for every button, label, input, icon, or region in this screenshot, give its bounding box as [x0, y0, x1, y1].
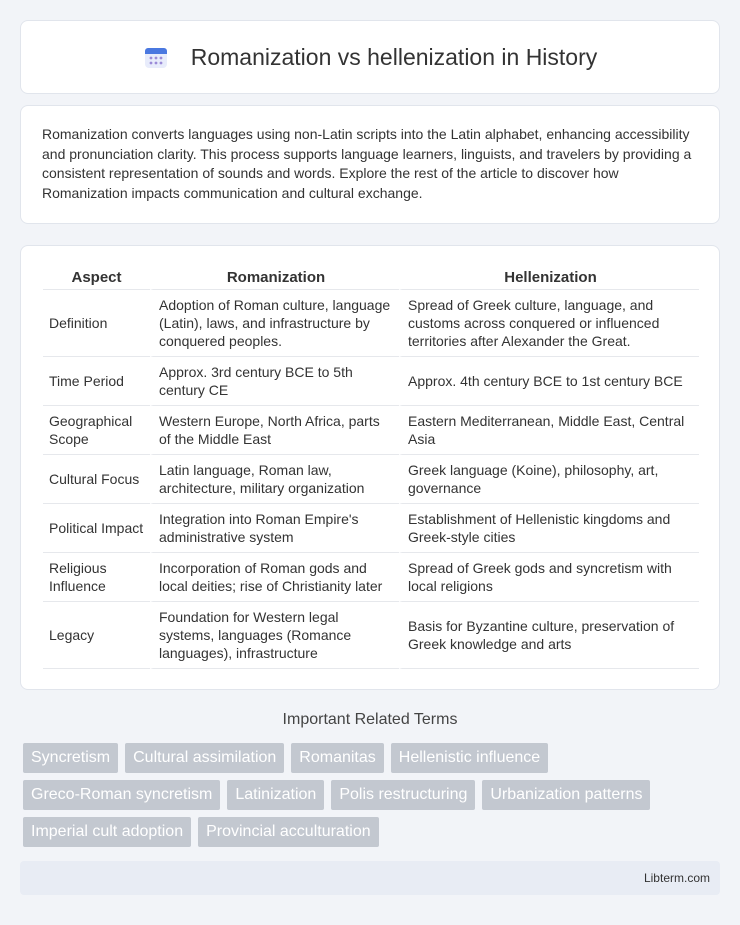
- row-romanization: Western Europe, North Africa, parts of the Middle East: [150, 406, 399, 455]
- table-row: [43, 357, 699, 406]
- table-row: [43, 290, 699, 357]
- comparison-table: [43, 264, 699, 669]
- row-aspect: Geographical Scope: [43, 406, 150, 455]
- row-romanization: Approx. 3rd century BCE to 5th century CE: [150, 357, 399, 406]
- header-hellenization: Hellenization: [399, 264, 699, 290]
- term-tag[interactable]: Polis restructuring: [331, 780, 475, 810]
- row-aspect: Political Impact: [43, 504, 150, 553]
- table-row: [43, 504, 699, 553]
- table-row: [43, 406, 699, 455]
- table-header-row: [43, 264, 699, 290]
- row-hellenization: Spread of Greek gods and syncretism with local religions: [399, 553, 699, 602]
- row-hellenization: Spread of Greek culture, language, and customs across conquered or influenced territories after Alexander the Great.: [399, 290, 699, 357]
- row-hellenization: Establishment of Hellenistic kingdoms and Greek-style cities: [399, 504, 699, 553]
- table-row: [43, 602, 699, 669]
- footer: [20, 861, 720, 895]
- calendar-icon: [143, 44, 169, 70]
- term-tag[interactable]: Syncretism: [23, 743, 118, 773]
- row-hellenization: Greek language (Koine), philosophy, art, governance: [399, 455, 699, 504]
- term-tag[interactable]: Greco-Roman syncretism: [23, 780, 220, 810]
- row-aspect: Cultural Focus: [43, 455, 150, 504]
- row-aspect: Legacy: [43, 602, 150, 669]
- term-tag[interactable]: Cultural assimilation: [125, 743, 284, 773]
- term-tag[interactable]: Imperial cult adoption: [23, 817, 191, 847]
- term-tag[interactable]: Provincial acculturation: [198, 817, 379, 847]
- row-hellenization: Basis for Byzantine culture, preservation of Greek knowledge and arts: [399, 602, 699, 669]
- row-aspect: Definition: [43, 290, 150, 357]
- table-row: [43, 553, 699, 602]
- term-tag[interactable]: Latinization: [227, 780, 324, 810]
- header-romanization: Romanization: [150, 264, 399, 290]
- title-card: [20, 20, 720, 94]
- row-romanization: Incorporation of Roman gods and local deities; rise of Christianity later: [150, 553, 399, 602]
- row-romanization: Adoption of Roman culture, language (Latin), laws, and infrastructure by conquered peoples.: [150, 290, 399, 357]
- term-tag[interactable]: Romanitas: [291, 743, 383, 773]
- intro-text: Romanization converts languages using non-Latin scripts into the Latin alphabet, enhancing accessibility and pronunciation clarity. This process supports language learners, linguists, and travelers by providing a consistent representation of sounds and words. Explore the rest of the article to discover how Romanization impacts communication and cultural exchange.: [42, 126, 692, 201]
- table-row: [43, 455, 699, 504]
- related-terms: [23, 743, 663, 854]
- row-hellenization: Eastern Mediterranean, Middle East, Central Asia: [399, 406, 699, 455]
- term-tag[interactable]: Hellenistic influence: [391, 743, 548, 773]
- term-tag[interactable]: Urbanization patterns: [482, 780, 650, 810]
- header-aspect: Aspect: [43, 264, 150, 290]
- row-aspect: Time Period: [43, 357, 150, 406]
- related-terms-heading: Important Related Terms: [282, 711, 458, 728]
- intro-card: [20, 105, 720, 224]
- row-romanization: Integration into Roman Empire's administrative system: [150, 504, 399, 553]
- row-romanization: Foundation for Western legal systems, languages (Romance languages), infrastructure: [150, 602, 399, 669]
- footer-site-link[interactable]: Libterm.com: [643, 871, 710, 885]
- row-aspect: Religious Influence: [43, 553, 150, 602]
- page-title: Romanization vs hellenization in History: [190, 43, 598, 70]
- row-hellenization: Approx. 4th century BCE to 1st century BCE: [399, 357, 699, 406]
- row-romanization: Latin language, Roman law, architecture, military organization: [150, 455, 399, 504]
- comparison-table-card: [20, 245, 720, 690]
